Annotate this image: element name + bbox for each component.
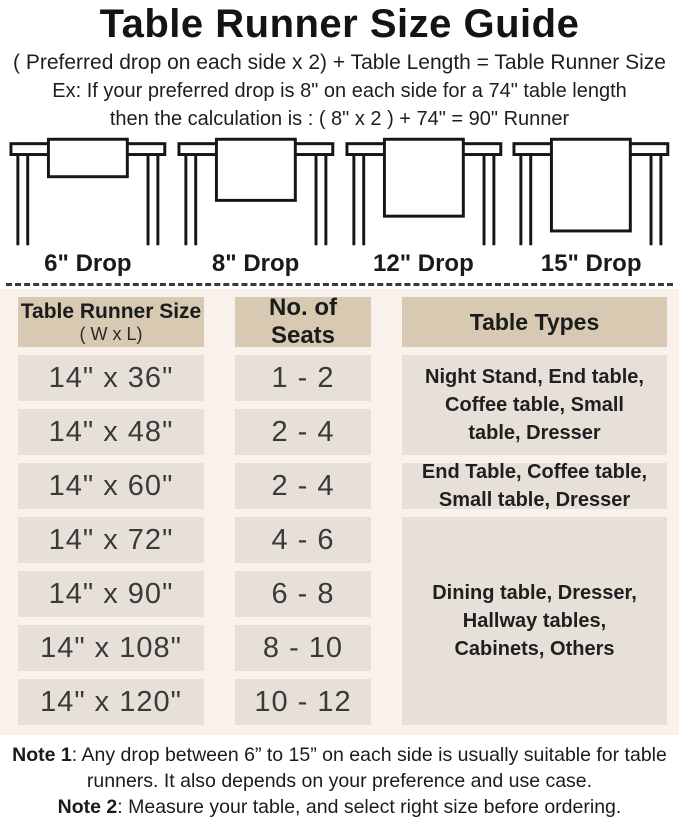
note-2 [8,795,671,821]
table-runner-diagram-icon [511,136,671,248]
seats-cell: 10 - 12 [235,679,371,725]
size-table-panel [0,289,679,735]
illustration-12-drop [344,136,504,248]
illustration-8-drop [176,136,336,248]
size-cell: 14" x 120" [18,679,204,725]
table-types-text: Dining table, Dresser, Hallway tables, Cabinets, Others [432,582,637,661]
seats-cell: 6 - 8 [235,571,371,617]
size-cell: 14" x 48" [18,409,204,455]
note-2-label: Note 2 [57,795,118,818]
table-types-text: Night Stand, End table, Coffee table, Small table, Dresser [425,366,644,445]
runner-rect [384,139,463,216]
page-title: Table Runner Size Guide [99,2,580,46]
table-types-cell-small [402,355,667,455]
note-1-label: Note 1 [12,744,72,767]
illustration-6-drop [8,136,168,248]
note-2-text: : Measure your table, and select right size before ordering. [117,795,622,818]
drop-labels-row [0,248,679,278]
size-cell: 14" x 60" [18,463,204,509]
seats-cell: 8 - 10 [235,625,371,671]
seats-cell: 2 - 4 [235,463,371,509]
header-table-types: Table Types [402,297,667,347]
size-cell: 14" x 72" [18,517,204,563]
illustration-15-drop [511,136,671,248]
table-runner-diagram-icon [176,136,336,248]
table-types-cell-medium [402,461,667,512]
size-cell: 14" x 36" [18,355,204,401]
note-1 [8,743,671,794]
runner-rect [216,139,295,200]
size-guide-table [18,294,679,725]
table-runner-diagram-icon [8,136,168,248]
header-runner-size-title: Table Runner Size [20,299,202,323]
header-runner-size [18,297,204,347]
runner-rect [48,139,127,176]
runner-rect [552,139,631,231]
dashed-divider [6,283,673,286]
table-runner-diagram-icon [344,136,504,248]
table-illustrations-row [0,131,679,248]
note-1-text: : Any drop between 6” to 15” on each side is usually suitable for table runners. It also depends on your preference and use case. [71,744,667,792]
example-line-2: then the calculation is : ( 8" x 2 ) + 74" = 90" Runner [109,108,570,131]
header-seats: No. of Seats [235,297,371,347]
drop-label-15: 15" Drop [540,250,642,278]
size-cell: 14" x 108" [18,625,204,671]
table-types-text: End Table, Coffee table, Small table, Dresser [421,461,648,512]
seats-cell: 2 - 4 [235,409,371,455]
drop-label-8: 8" Drop [211,250,300,278]
seats-cell: 1 - 2 [235,355,371,401]
seats-cell: 4 - 6 [235,517,371,563]
drop-label-6: 6" Drop [44,250,132,278]
drop-label-12: 12" Drop [373,250,474,278]
formula-line: ( Preferred drop on each side x 2) + Table Length = Table Runner Size [13,51,666,75]
table-types-cell-large [402,517,667,725]
notes-section [0,743,679,820]
header-runner-size-sub: ( W x L) [79,323,143,344]
example-line-1: Ex: If your preferred drop is 8" on each side for a 74" table length [52,80,627,103]
size-cell: 14" x 90" [18,571,204,617]
